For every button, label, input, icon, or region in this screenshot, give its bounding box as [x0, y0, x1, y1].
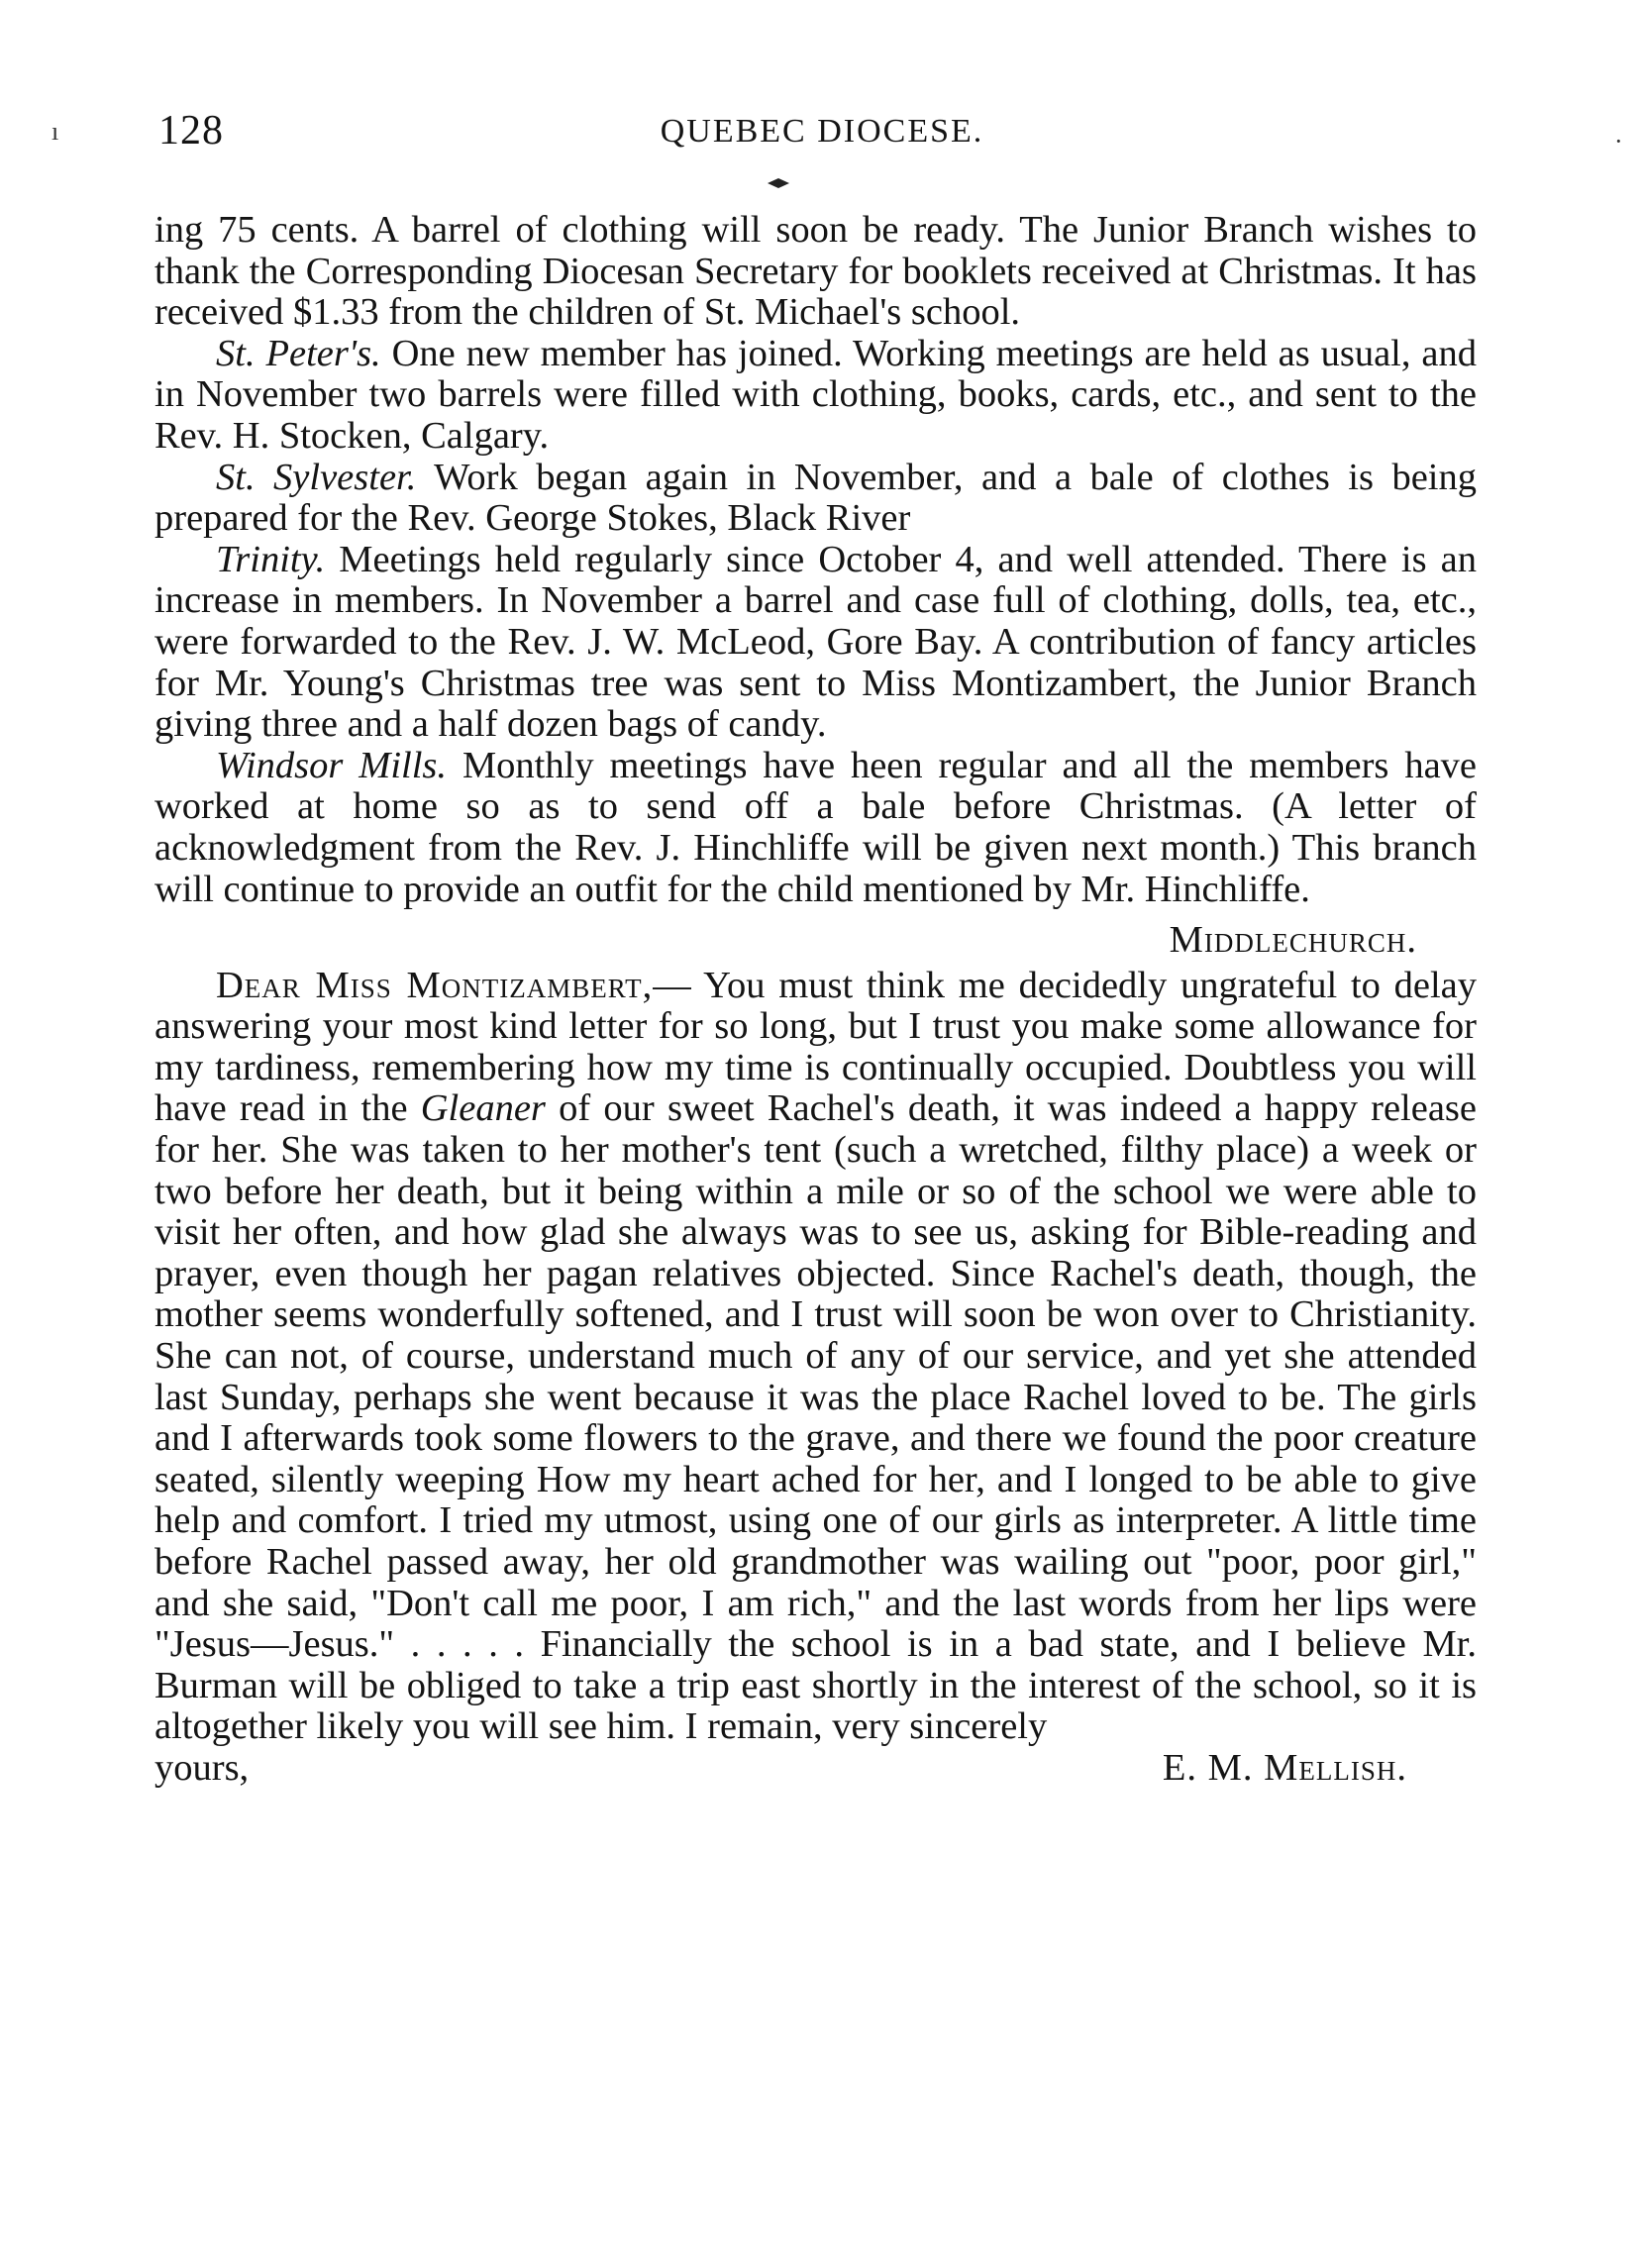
periodical-title: Gleaner: [420, 1087, 546, 1130]
page-number: 128: [158, 108, 224, 154]
place-name: St. Sylvester.: [216, 456, 417, 498]
closing-word: yours,: [154, 1746, 250, 1789]
body-text: [154, 210, 1477, 1790]
paragraph-continuation: ing 75 cents. A barrel of clothing will soon be ready. The Junior Branch wishes to thank the Corresponding Diocesan Secretary for booklets received at Christmas. It has received $1.33 from the children of St. Michael's school.: [154, 209, 1477, 334]
page-header: [149, 107, 1476, 166]
place-name: St. Peter's.: [216, 332, 381, 374]
paragraph-st-peters: St. Peter's. One new member has joined. Working meetings are held as usual, and in November two barrels were filled with clothing, books, cards, etc., and sent to the Rev. H. Stocken, Calgary.: [154, 332, 1477, 457]
margin-speck: ı: [51, 117, 59, 146]
paragraph-st-sylvester: St. Sylvester. Work began again in November, and a bale of clothes is being prepared for the Rev. George Stokes, Black River: [154, 456, 1478, 540]
paragraph-trinity: Trinity. Meetings held regularly since October 4, and well attended. There is an increase in members. In November a barrel and case full of clothing, dolls, tea, etc., were forwarded to the Rev. J. W. McLeod, Gore Bay. A contribution of fancy articles for Mr. Young's Christmas tree was sent to Miss Montizambert, the Junior Branch giving three and a half dozen bags of candy.: [154, 538, 1477, 746]
place-name: Trinity.: [216, 538, 326, 580]
letter-signature: E. M. Mellish.: [1162, 1746, 1407, 1789]
letter-body: Dear Miss Montizambert,— You must think me decidedly ungrateful to delay answering your most kind letter for so long, but I trust you make some allowance for my tardiness, remembering how my time is continually occupied. Doubtless you will have read in the Gleaner of our sweet Rachel's death, it was indeed a happy release for her. She was taken to her mother's tent (such a wretched, filthy place) a week or two before her death, but it being within a mile or so of the school we were able to visit her often, and how glad she always was to see us, asking for Bible-reading and prayer, even though her pagan relatives objected. Since Rachel's death, though, the mother seems wonderfully softened, and I trust will soon be won over to Christianity. She can not, of course, understand much of any of our service, and yet she attended last Sunday, perhaps she went because it was the place Rachel loved to be. The girls and I afterwards took some flowers to the grave, and there we found the poor creature seated, silently weeping How my heart ached for her, and I longed to be able to give help and comfort. I tried my utmost, using one of our girls as interpreter. A little time before Rachel passed away, her old grandmother was wailing out "poor, poor girl," and she said, "Don't call me poor, I am rich," and the last words from her lips were "Jesus—Jesus." . . . . . Financially the school is in a bad state, and I believe Mr. Burman will be obliged to take a trip east shortly in the interest of the school, so it is altogether likely you will see him. I remain, very sincerely: [154, 964, 1478, 1748]
letter-salutation: Dear Miss Montizambert,: [216, 964, 654, 1006]
margin-speck: ·: [1614, 127, 1623, 155]
place-name: Windsor Mills.: [216, 744, 448, 786]
letter-closing: [154, 1748, 1477, 1790]
running-head: QUEBEC DIOCESE.: [660, 113, 984, 150]
letter-dateline: Middlechurch.: [1169, 919, 1417, 962]
ornament-mark: [768, 178, 789, 188]
paragraph-windsor-mills: Windsor Mills. Monthly meetings have heen regular and all the members have worked at home so as to send off a bale before Christmas. (A letter of acknowledgment from the Rev. J. Hinchliffe will be given next month.) This branch will continue to provide an outfit for the child mentioned by Mr. Hinchliffe.: [154, 744, 1477, 910]
